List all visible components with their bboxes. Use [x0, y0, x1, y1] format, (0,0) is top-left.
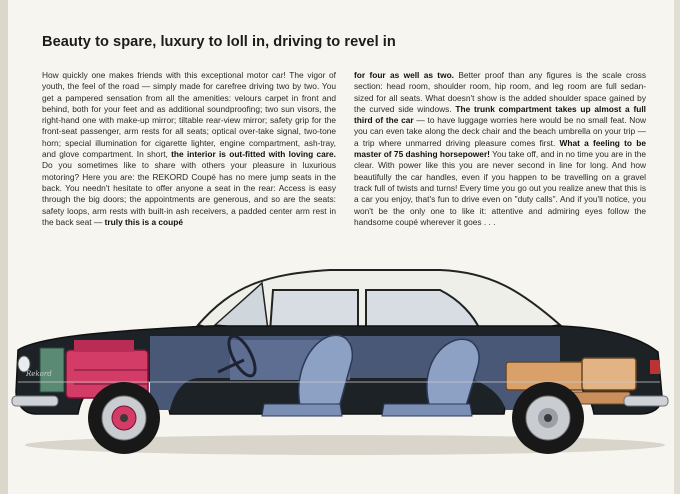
- badge-script: Rekord: [26, 370, 52, 378]
- bold-phrase: What a feeling to be master of 75 dashing horsepower!: [354, 137, 646, 160]
- bold-phrase: for four as well as two.: [354, 70, 454, 80]
- engine-head: [74, 340, 134, 352]
- rear-wheel: [512, 382, 584, 454]
- suitcase: [582, 358, 636, 390]
- car-cutaway-icon: [0, 262, 680, 494]
- rear-seat-cushion: [382, 404, 472, 416]
- taillight: [650, 360, 660, 374]
- rear-bumper: [624, 396, 668, 406]
- text-column-right: [354, 70, 646, 228]
- bold-phrase: truly this is a coupé: [104, 216, 183, 227]
- body-paragraph: [354, 70, 646, 228]
- page-title: Beauty to spare, luxury to loll in, driving to revel in: [42, 34, 396, 50]
- bold-phrase: the interior is out-fitted with loving care.: [171, 149, 336, 160]
- text-column-left: [42, 70, 336, 228]
- body-text: Better proof than any figures is the scale cross section: head room, shoulder room, hip room, and leg room are full sedan-sized for all seats. What doesn't show is the added shoulder space gained by the curved side windows.: [354, 70, 646, 114]
- body-paragraph: [42, 70, 336, 228]
- body-text: How quickly one makes friends with this exceptional motor car! The vigor of youth, the feel of the road — simply made for carefree driving two by two. You get a pampered sensation from all the amenities: velours carpet in front and behind, both for your feet and as additional soundproofing; two sun visors, the right-hand one with make-up mirror; tiltable rear-view mirror; safety grip for the front-seat passenger, arm rests for all seats; optical over-take signal, two-tone horn; special illumination for cigarette lighter, engine compartment, ash-tray, and glove compartment. In short,: [42, 70, 336, 160]
- front-wheel: [88, 382, 160, 454]
- front-seat-cushion: [262, 404, 342, 416]
- front-bumper: [12, 396, 58, 406]
- bold-phrase: The trunk compartment takes up almost a full third of the car: [354, 103, 646, 126]
- body-text: Do you sometimes like to share with others your pleasure in luxurious motoring? Here you are: the REKORD Coupé has no mere jump seats in the back. You needn't hesitate to offer anyone a seat in the rear: Access is easy through the big doors; the appointments are generous, and so are the seats: safety loops, arm rests with built-in ash receivers, a padded center arm rest in the back seat —: [42, 160, 336, 227]
- body-text: — to have luggage worries here would be no small feat. Now you can even take along the deck chair and the beach umbrella on your trip — a trip where unmarred driving pleasure comes first.: [354, 115, 646, 148]
- body-text: You take off, and in no time you are in the clear. With power like this you are never second in line for long. And how beautifully the car handles, even if you happen to be travelling on a gravel track full of twists and turns! Every time you go out you realize anew that this is a car you enjoy, that's fun to drive even on "duty calls". And if you'll notice, you won't be the only one to like it: attentive and admiring eyes follow the handsome coupé wherever it goes . . .: [354, 149, 646, 227]
